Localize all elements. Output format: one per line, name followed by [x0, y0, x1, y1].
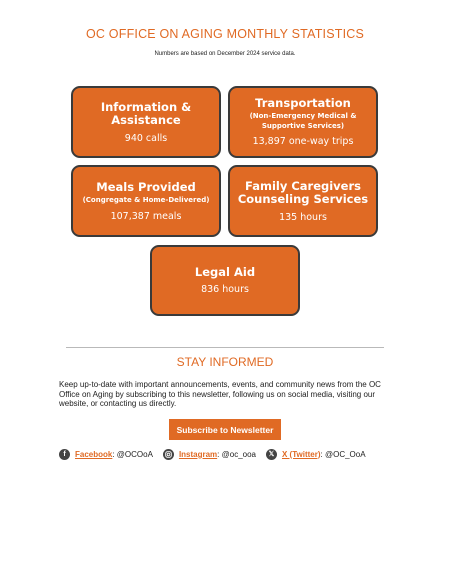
social-facebook: [59, 449, 153, 460]
stat-card-family-caregivers: [228, 165, 378, 237]
social-x-twitter: [266, 449, 366, 460]
card-title-line2: Assistance: [111, 113, 181, 127]
page-title: OC OFFICE ON AGING MONTHLY STATISTICS: [85, 27, 365, 41]
card-subtitle-line2: Supportive Services): [261, 121, 345, 130]
instagram-link[interactable]: Instagram: [178, 449, 218, 459]
card-title-line2: Counseling Services: [237, 192, 369, 206]
social-links: [59, 447, 399, 461]
section-heading: STAY INFORMED: [176, 355, 274, 369]
card-value: 836 hours: [201, 284, 249, 296]
facebook-icon[interactable]: f: [59, 449, 70, 460]
stat-card-transportation: [228, 86, 378, 158]
stat-card-information-assistance: [71, 86, 221, 158]
card-subtitle: (Congregate & Home-Delivered): [82, 196, 210, 204]
instagram-icon[interactable]: [163, 449, 174, 460]
card-title-line1: Family Caregivers: [245, 178, 361, 193]
card-title: Transportation: [255, 95, 351, 110]
info-paragraph: Keep up-to-date with important announcements, events, and community news from the OC Office on Aging by subscribing to this newsletter, following us on social media, visiting our website, or contacting us directly.: [59, 380, 381, 409]
instagram-handle: : @oc_ooa: [217, 449, 256, 459]
x-twitter-handle: : @OC_OoA: [320, 449, 366, 459]
card-title: Meals Provided: [96, 179, 196, 194]
card-title-line1: Information &: [100, 99, 192, 114]
stat-card-meals: [71, 165, 221, 237]
social-instagram: [163, 449, 256, 460]
card-value: 107,387 meals: [110, 210, 182, 222]
card-title: Legal Aid: [194, 264, 256, 279]
facebook-link[interactable]: Facebook: [75, 449, 113, 459]
data-note: Numbers are based on December 2024 service data.: [154, 51, 296, 57]
card-value: 13,897 one-way trips: [252, 136, 354, 148]
card-subtitle-line1: (Non-Emergency Medical &: [249, 112, 357, 121]
card-value: 940 calls: [124, 132, 168, 144]
facebook-handle: : @OCOoA: [112, 449, 153, 459]
x-twitter-link[interactable]: X (Twitter): [282, 449, 321, 459]
subscribe-button[interactable]: Subscribe to Newsletter: [169, 419, 281, 440]
x-twitter-icon[interactable]: 𝕏: [266, 449, 277, 460]
card-value: 135 hours: [279, 211, 327, 223]
section-divider: [66, 347, 384, 348]
stat-card-legal-aid: [150, 245, 300, 316]
